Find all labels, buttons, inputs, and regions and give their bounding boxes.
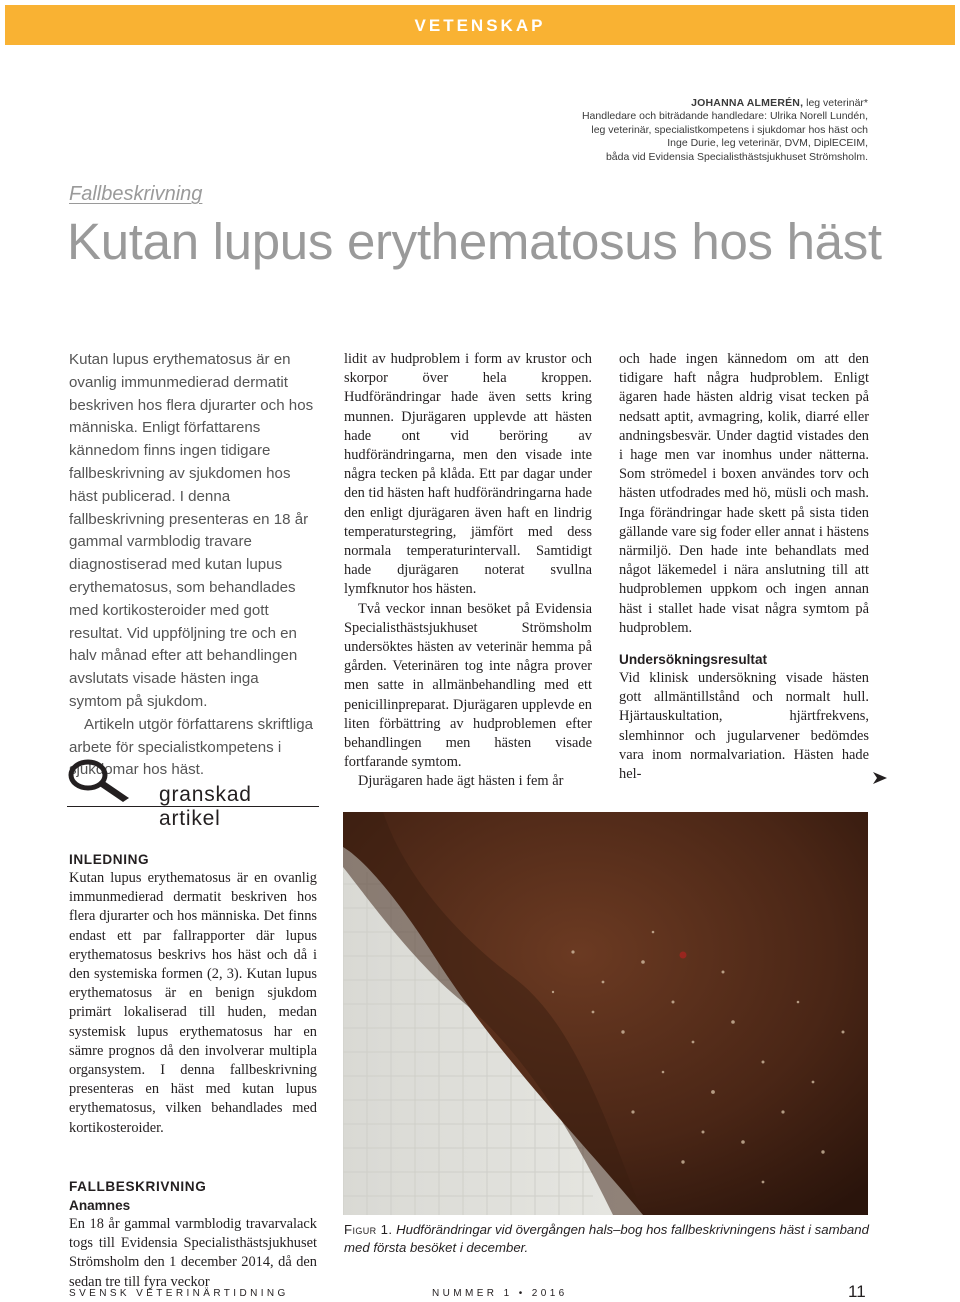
figure-photo — [343, 812, 868, 1215]
review-label: granskad artikel — [159, 783, 252, 830]
abstract-note: Artikeln utgör författarens skriftliga arbete för specialistkompetens i sjukdomar hos häst. — [69, 715, 314, 779]
paragraph: lidit av hudproblem i form av krustor och skorpor över hela kroppen. Hudförändringar hade även setts kring munnen. Djurägaren upplevde att hästen hade ont vid beröring av hudförändringarna, men den visade inte några tecken på klåda. Ett par dagar under den tid hästen haft hudförändringarna hade den enligt djurägaren även haft en lindrig temperaturstegring, jämfört med dess normala temperaturintervall. Samtidigt hade djurägaren noterat svullna lymfknutor hos hästen. — [344, 351, 592, 598]
body-column-3 — [619, 350, 869, 784]
section-banner — [5, 5, 955, 45]
author-name: JOHANNA ALMERÉN, — [691, 97, 804, 109]
author-line: Inge Durie, leg veterinär, DVM, DiplECEIM, — [667, 137, 868, 150]
page-number: 11 — [848, 1282, 866, 1301]
magnifier-icon — [67, 758, 137, 806]
paragraph: och hade ingen kännedom om att den tidigare haft några hudproblem. Enligt ägaren hade hästen aldrig visat tecken på nedsatt aptit, avmagring, kolik, diarré eller andningsbesvär. Under dagtid vistades den i hage men var inomhus under nätterna. Som strömedel i boxen användes torv och hästen utfodrades med hö, müsli och mash. Inga förändringar hade skett på sista tiden gällande vare sig foder eller annat i hästens närmiljö. Den hade inte behandlats med något läkemedel i nära anslutning till att hudproblemen uppkom och ingen annan häst i stallet hade visat några symtom på hudproblem. — [619, 351, 869, 636]
section-label: VETENSKAP — [414, 16, 546, 35]
abstract — [69, 349, 314, 782]
intro-text: Kutan lupus erythematosus är en ovanlig immunmedierad dermatit beskriven hos flera djurarter och hos människa. Det finns endast ett par fallrapporter där lupus erythematosus beskrivs hos häst och då i den systemiska formen (2, 3). Kutan lupus erythematosus är en benign sjukdom primärt lokaliserad till huden, medan systemisk lupus erythematosus har en sämre prognos då den involverar multipla organsystem. I denna fallbeskrivning presenteras en häst med kutan lupus erythematosus, vilken behandlades med kortikosteroider. — [69, 870, 317, 1136]
body-column-2 — [344, 350, 592, 792]
caption-text: Hudförändringar vid övergången hals–bog hos fallbeskrivningens häst i samband med första besöket i december. — [344, 1222, 869, 1255]
subsection-heading: Anamnes — [69, 1198, 131, 1213]
section-heading: INLEDNING — [69, 852, 150, 867]
author-line: leg veterinär* — [803, 97, 868, 109]
arrow-right-icon — [873, 772, 887, 789]
paragraph: Två veckor innan besöket på Evidensia Specialisthästsjukhuset Strömsholm undersöktes hästen av veterinär hemma på gården. Veterinären tog inte några prover men satte in allmänbehandling med ett penicillinpreparat. Djurägaren upplevde en liten förbättring av hudproblemen efter behandlingen men hästen visade fortfarande symtom. — [344, 600, 592, 771]
subsection-heading: Undersökningsresultat — [619, 652, 768, 668]
intro-section — [69, 850, 317, 1138]
paragraph: Vid klinisk undersökning visade hästen gott allmäntillstånd och normalt hull. Hjärtauskultation, hjärtfrekvens, slemhinnor och jugularvener bedömdes vara inom normalvariation. Hästen hade hel- — [619, 670, 869, 783]
case-text: En 18 år gammal varmblodig travarvalack togs till Evidensia Specialisthästsjukhuset Strömsholm den 1 december 2014, då den sedan tre till fyra veckor — [69, 1216, 317, 1290]
journal-name: SVENSK VETERINÄRTIDNING — [69, 1288, 289, 1299]
author-line: Handledare och biträdande handledare: Ulrika Norell Lundén, — [581, 110, 868, 123]
abstract-text: Kutan lupus erythematosus är en ovanlig immunmedierad dermatit beskriven hos flera djurarter och hos människa. Enligt författarens kännedom finns ingen tidigare fallbeskrivning av sjukdomen hos häst publicerad. I denna fallbeskrivning presenteras en 18 år gammal varmblodig travare diagnostiserad med kutan lupus erythematosus, som behandlades med kortikosteroider med gott resultat. Vid uppföljning tre och en halv månad efter att behandlingen avslutats visade hästen inga symtom på sjukdom. — [69, 351, 314, 710]
article-kicker: Fallbeskrivning — [69, 183, 203, 205]
section-heading: FALLBESKRIVNING — [69, 1179, 207, 1194]
paragraph: Djurägaren hade ägt hästen i fem år — [358, 773, 564, 790]
author-block — [308, 97, 868, 164]
figure-caption — [344, 1221, 869, 1257]
peer-review-badge — [67, 758, 319, 830]
issue-number: NUMMER 1 • 2016 — [432, 1288, 568, 1299]
figure-label: Figur 1. — [344, 1222, 393, 1237]
article-title: Kutan lupus erythematosus hos häst — [67, 213, 882, 270]
author-line: leg veterinär, specialistkompetens i sjukdomar hos häst och — [591, 123, 868, 136]
case-section — [69, 1177, 317, 1292]
review-rule — [67, 806, 319, 807]
author-line: båda vid Evidensia Specialisthästsjukhuset Strömsholm. — [605, 150, 868, 163]
